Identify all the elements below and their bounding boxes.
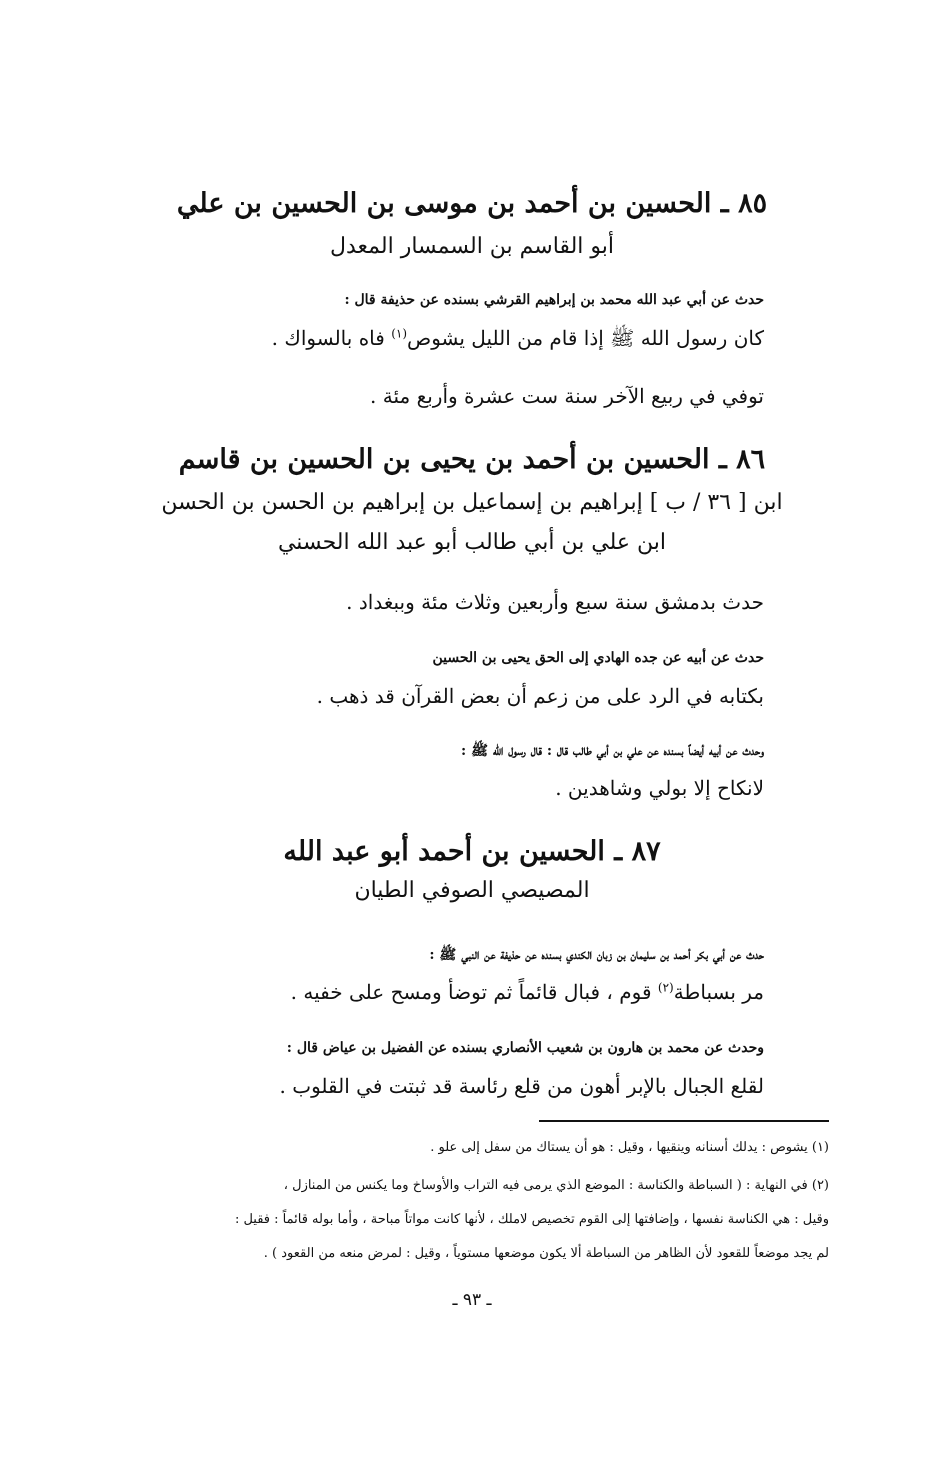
entry-85-title: ٨٥ ـ الحسين بن أحمد بن موسى بن الحسين بن علي bbox=[176, 188, 768, 219]
entry-85-chain: حدث عن أبي عبد الله محمد بن إبراهيم القرشي بسنده عن حذيفة قال : bbox=[344, 292, 764, 308]
entry-85-death: توفي في ربيع الآخر سنة ست عشرة وأربع مئة . bbox=[370, 384, 764, 408]
entry-85-text-b: فاه بالسواك . bbox=[271, 326, 385, 350]
footnote-1: (١) يشوص : يدلك أسنانه وينقيها ، وقيل : هو أن يستاك من سفل إلى علو . bbox=[430, 1140, 829, 1155]
entry-87-chain-2: وحدث عن محمد بن هارون بن شعيب الأنصاري بسنده عن الفضيل بن عياض قال : bbox=[286, 1040, 764, 1056]
footnote-2-line-2: وقيل : هي الكناسة نفسها ، وإضافتها إلى القوم تخصيص لاملك ، لأنها كانت مواتاً مباحة ، وأما بوله قائماً : فقيل : bbox=[234, 1212, 829, 1227]
entry-87-subtitle: المصيصي الصوفي الطيان bbox=[354, 878, 590, 903]
entry-87-text-a: مر بسباطة bbox=[673, 980, 764, 1004]
footnote-rule bbox=[539, 1120, 829, 1122]
page-number: ـ ٩٣ ـ bbox=[452, 1290, 492, 1310]
entry-86-chain-1: حدث عن أبيه عن جده الهادي إلى الحق يحيى بن الحسين bbox=[432, 650, 764, 666]
entry-86-text-2: لانكاح إلا بولي وشاهدين . bbox=[555, 776, 764, 800]
footnote-2-line-3: لم يجد موضعاً للقعود لأن الظاهر من السباطة ألا يكون موضعها مستوياً ، وقيل : لمرض منعه من القعود ) . bbox=[263, 1246, 829, 1261]
entry-87-text-2: لقلع الجبال بالإبر أهون من قلع رئاسة قد ثبتت في القلوب . bbox=[279, 1074, 764, 1098]
entry-85-subtitle: أبو القاسم بن السمسار المعدل bbox=[330, 234, 614, 259]
entry-86-text-1: بكتابه في الرد على من زعم أن بعض القرآن قد ذهب . bbox=[316, 684, 764, 708]
entry-87-chain-1: حدث عن أبي بكر أحمد بن سليمان بن زبان الكندي بسنده عن حذيفة عن النبي ﷺ : bbox=[429, 947, 764, 963]
entry-86-title: ٨٦ ـ الحسين بن أحمد بن يحيى بن الحسين بن قاسم bbox=[178, 444, 766, 475]
entry-86-subtitle-line1: ابن [ ٣٦ / ب ] إبراهيم بن إسماعيل بن إبراهيم بن الحسن بن الحسن bbox=[161, 490, 783, 515]
entry-85-text-a: كان رسول الله ﷺ إذا قام من الليل يشوص bbox=[407, 326, 764, 350]
entry-86-note: حدث بدمشق سنة سبع وأربعين وثلاث مئة وببغداد . bbox=[346, 590, 764, 614]
footnote-2-line-1: (٢) في النهاية : ( السباطة والكناسة : الموضع الذي يرمى فيه التراب والأوساخ وما يكنس من المنازل ، bbox=[283, 1178, 829, 1193]
entry-85-text bbox=[272, 326, 764, 355]
footnote-ref-1: (١) bbox=[391, 326, 408, 341]
entry-87-text-b: قوم ، فبال قائماً ثم توضأ ومسح على خفيه . bbox=[290, 980, 652, 1004]
entry-86-chain-2: وحدث عن أبيه أيضاً بسنده عن علي بن أبي طالب قال : قال رسول الله ﷺ : bbox=[461, 743, 764, 759]
entry-86-subtitle-line2: ابن علي بن أبي طالب أبو عبد الله الحسني bbox=[277, 530, 667, 555]
footnote-ref-2: (٢) bbox=[657, 980, 674, 995]
entry-87-text-1 bbox=[291, 980, 764, 1004]
entry-87-title: ٨٧ ـ الحسين بن أحمد أبو عبد الله bbox=[283, 836, 661, 867]
